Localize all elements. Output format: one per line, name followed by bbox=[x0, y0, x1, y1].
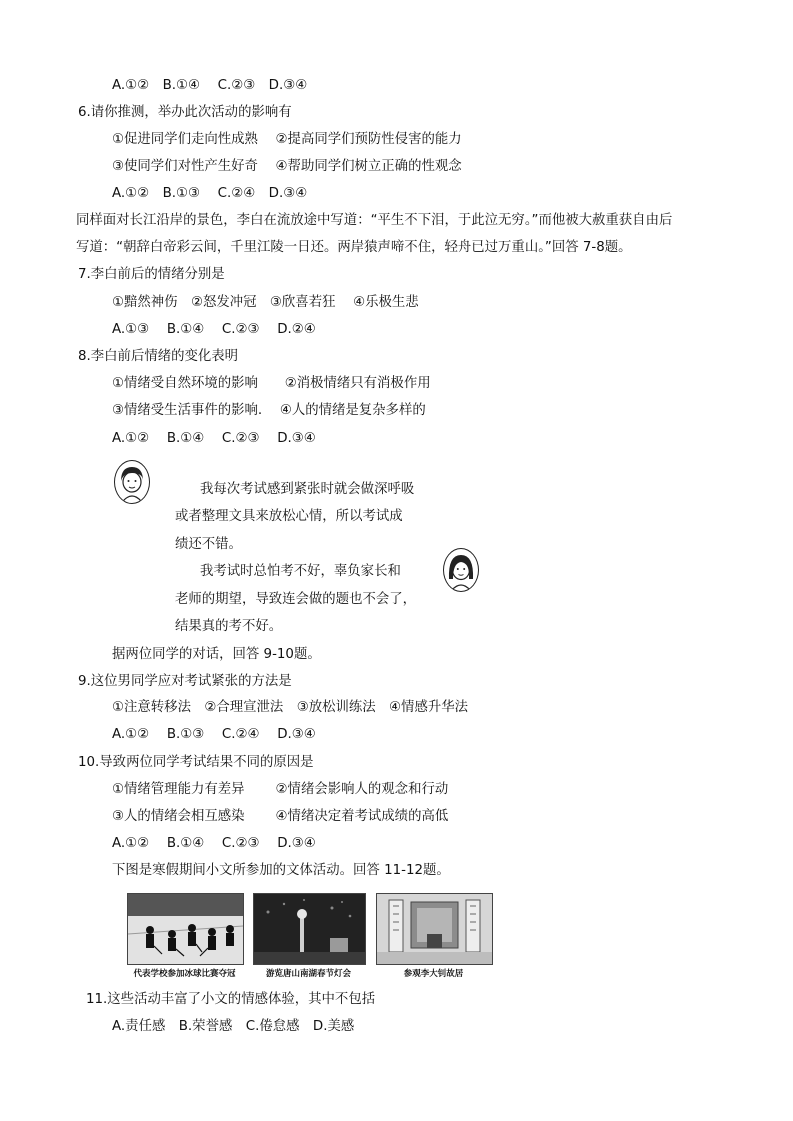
caption-li-dazhao-residence: 参观李大钊故居 bbox=[403, 969, 464, 979]
caption-lantern-festival: 游览唐山南湖春节灯会 bbox=[265, 969, 351, 979]
q9-options: A.①② B.①③ C.②④ D.③④ bbox=[112, 727, 316, 742]
q10-statements-1-2: ①情绪管理能力有差异 ②情绪会影响人的观念和行动 bbox=[112, 782, 449, 797]
q7-statements: ①黯然神伤 ②怒发冲冠 ③欣喜若狂 ④乐极生悲 bbox=[112, 295, 419, 310]
q6-options: A.①② B.①③ C.②④ D.③④ bbox=[112, 186, 308, 201]
q6-statements-3-4: ③使同学们对性产生好奇 ④帮助同学们树立正确的性观念 bbox=[112, 159, 462, 174]
boy-avatar-icon bbox=[114, 460, 150, 504]
q10-options: A.①② B.①④ C.②③ D.③④ bbox=[112, 836, 316, 851]
ice-hockey-photo bbox=[127, 893, 244, 965]
q9-stem: 9.这位男同学应对考试紧张的方法是 bbox=[78, 674, 292, 689]
dialogue-instruction: 据两位同学的对话，回答 9-10题。 bbox=[112, 647, 321, 662]
q6-stem: 6.请你推测，举办此次活动的影响有 bbox=[78, 105, 292, 120]
material-li-bai-1: 同样面对长江沿岸的景色，李白在流放途中写道：“平生不下泪，于此泣无穷。”而他被大赦重获自由后 bbox=[76, 213, 673, 228]
boy-dialogue-2: 或者整理文具来放松心情，所以考试成 bbox=[175, 509, 403, 524]
boy-dialogue-1: 我每次考试感到紧张时就会做深呼吸 bbox=[200, 482, 415, 497]
q6-statements-1-2: ①促进同学们走向性成熟 ②提高同学们预防性侵害的能力 bbox=[112, 132, 462, 147]
q7-options: A.①③ B.①④ C.②③ D.②④ bbox=[112, 322, 316, 337]
q9-statements: ①注意转移法 ②合理宣泄法 ③放松训练法 ④情感升华法 bbox=[112, 700, 469, 715]
q8-statements-1-2: ①情绪受自然环境的影响 ②消极情绪只有消极作用 bbox=[112, 376, 431, 391]
photos-instruction: 下图是寒假期间小文所参加的文体活动。回答 11-12题。 bbox=[112, 863, 450, 878]
q8-statements-3-4: ③情绪受生活事件的影响. ④人的情绪是复杂多样的 bbox=[112, 403, 426, 418]
girl-dialogue-3: 结果真的考不好。 bbox=[175, 619, 283, 634]
girl-dialogue-1: 我考试时总怕考不好，辜负家长和 bbox=[200, 564, 401, 579]
q8-options: A.①② B.①④ C.②③ D.③④ bbox=[112, 431, 316, 446]
boy-dialogue-3: 绩还不错。 bbox=[175, 537, 242, 552]
caption-ice-hockey: 代表学校参加冰球比赛夺冠 bbox=[133, 969, 236, 979]
material-li-bai-2: 写道：“朝辞白帝彩云间，千里江陵一日还。两岸猿声啼不住，轻舟已过万重山。”回答 7-8题。 bbox=[76, 240, 632, 255]
girl-dialogue-2: 老师的期望，导致连会做的题也不会了， bbox=[175, 592, 417, 607]
q10-stem: 10.导致两位同学考试结果不同的原因是 bbox=[78, 755, 314, 770]
q5-options: A.①② B.①④ C.②③ D.③④ bbox=[112, 78, 308, 93]
girl-avatar-icon bbox=[443, 548, 479, 592]
lantern-festival-photo bbox=[253, 893, 366, 965]
q11-options: A.责任感 B.荣誉感 C.倦怠感 D.美感 bbox=[112, 1019, 355, 1034]
q11-stem: 11.这些活动丰富了小文的情感体验，其中不包括 bbox=[86, 992, 376, 1007]
q8-stem: 8.李白前后情绪的变化表明 bbox=[78, 349, 239, 364]
q7-stem: 7.李白前后的情绪分别是 bbox=[78, 267, 225, 282]
q10-statements-3-4: ③人的情绪会相互感染 ④情绪决定着考试成绩的高低 bbox=[112, 809, 449, 824]
li-dazhao-residence-photo bbox=[376, 893, 493, 965]
